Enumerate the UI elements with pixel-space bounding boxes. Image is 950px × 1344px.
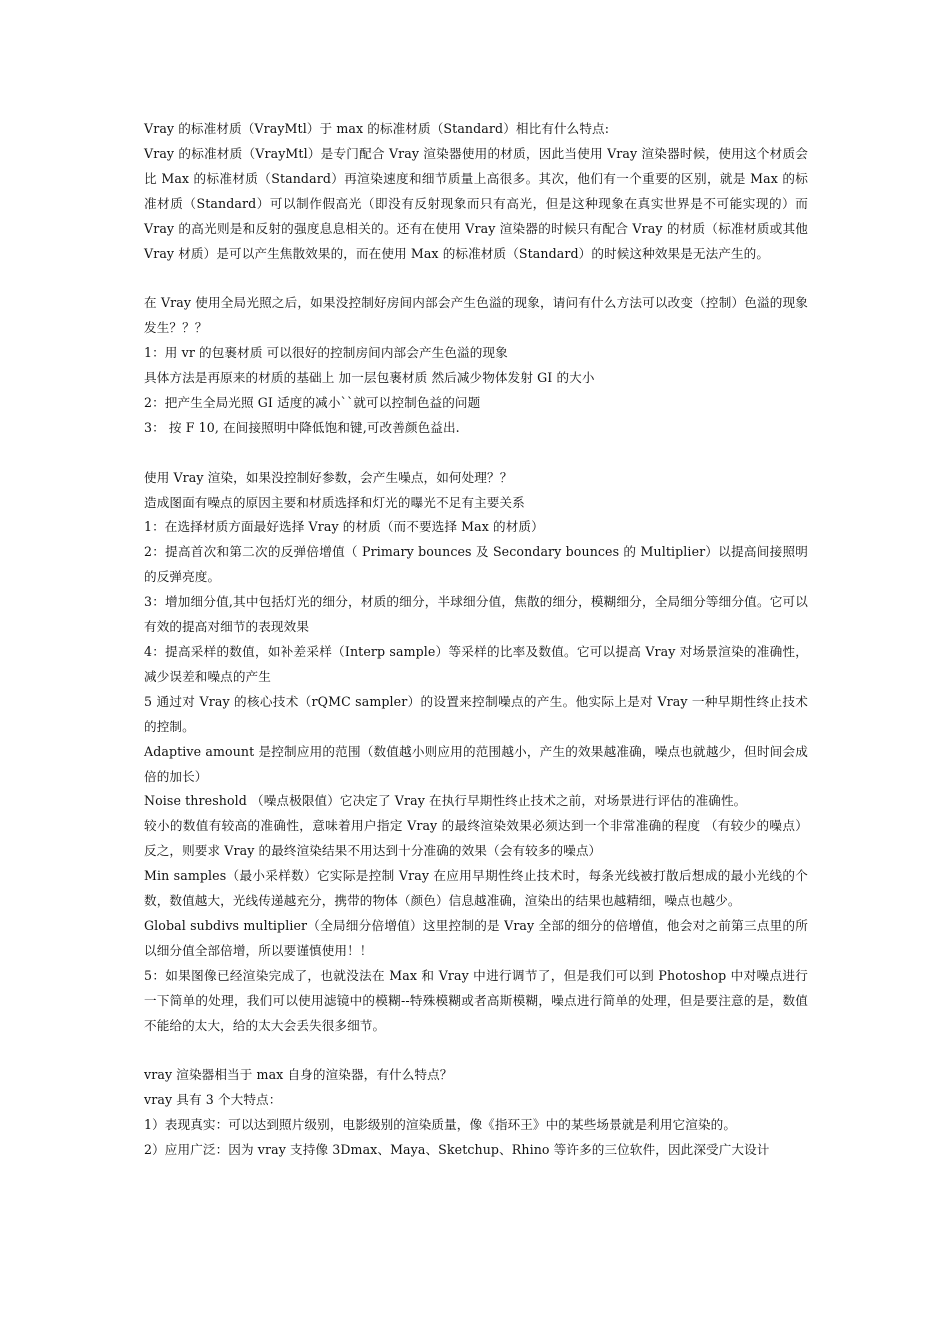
question-heading: 在 Vray 使用全局光照之后，如果没控制好房间内部会产生色溢的现象，请问有什么方法可以改变（控制）色溢的现象发生？？？ bbox=[144, 295, 808, 336]
answer-item: 4：提高采样的数值，如补差采样（Interp sample）等采样的比率及数值。它可以提高 Vray 对场景渲染的准确性，减少误差和噪点的产生 bbox=[144, 644, 808, 684]
section-spacer bbox=[144, 266, 808, 291]
answer-item: 1：用 vr 的包裹材质 可以很好的控制房间内部会产生色溢的现象 bbox=[144, 345, 508, 361]
answer-item: 3：增加细分值,其中包括灯光的细分，材质的细分，半球细分值，焦散的细分，模糊细分，全局细分等细分值。它可以有效的提高对细节的表现效果 bbox=[144, 594, 808, 635]
question-heading: Vray 的标准材质（VrayMtl）于 max 的标准材质（Standard）相比有什么特点: bbox=[144, 121, 610, 136]
answer-item: Global subdivs multiplier（全局细分倍增值）这里控制的是 Vray 全部的细分的倍增值，他会对之前第三点里的所以细分值全部倍增，所以要谨慎使用！！ bbox=[144, 917, 808, 958]
section-spacer bbox=[144, 1039, 808, 1064]
section-vraymtl-vs-standard bbox=[144, 117, 808, 266]
section-color-bleeding bbox=[144, 291, 808, 440]
answer-item: 3： 按 F 10, 在间接照明中降低饱和键,可改善颜色益出. bbox=[144, 419, 460, 435]
section-vray-features bbox=[144, 1063, 808, 1163]
answer-item: 具体方法是再原来的材质的基础上 加一层包裹材质 然后减少物体发射 GI 的大小 bbox=[144, 370, 595, 386]
answer-item: 造成图面有噪点的原因主要和材质选择和灯光的曝光不足有主要关系 bbox=[144, 494, 525, 510]
answer-item: 5：如果图像已经渲染完成了，也就没法在 Max 和 Vray 中进行调节了，但是我们可以到 Photoshop 中对噪点进行一下简单的处理，我们可以使用滤镜中的模糊--特殊模糊或者高斯模糊，噪点进行简单的处理，但是要注意的是，数值不能给的太大，给的太大会丢失很多细节。 bbox=[144, 967, 808, 1033]
answer-item: 2：提高首次和第二次的反弹倍增值（ Primary bounces 及 Secondary bounces 的 Multiplier）以提高间接照明的反弹亮度。 bbox=[144, 544, 808, 585]
answer-item: Noise threshold （噪点极限值）它决定了 Vray 在执行早期性终止技术之前，对场景进行评估的准确性。 bbox=[144, 793, 747, 809]
answer-paragraph: Vray 的标准材质（VrayMtl）是专门配合 Vray 渲染器使用的材质，因此当使用 Vray 渲染器时候，使用这个材质会比 Max 的标准材质（Standard）再渲染速度和细节质量上高很多。其次，他们有一个重要的区别，就是 Max 的标准材质（Standard）可以制作假高光（即没有反射现象而只有高光，但是这种现象在真实世界是不可能实现的）而 Vray 的高光则是和反射的强度息息相关的。还有在使用 Vray 渲染器的时候只有配合 Vray 的材质（标准材质或其他 Vray 材质）是可以产生焦散效果的，而在使用 Max 的标准材质（Standard）的时候这种效果是无法产生的。 bbox=[144, 145, 808, 261]
question-heading: vray 渲染器相当于 max 自身的渲染器，有什么特点？ bbox=[144, 1067, 453, 1083]
answer-item: 1：在选择材质方面最好选择 Vray 的材质（而不要选择 Max 的材质） bbox=[144, 519, 544, 535]
answer-item: 1）表现真实：可以达到照片级别，电影级别的渲染质量，像《指环王》中的某些场景就是利用它渲染的。 bbox=[144, 1117, 737, 1133]
section-noise bbox=[144, 466, 808, 1039]
document-body bbox=[144, 117, 808, 1163]
question-heading: 使用 Vray 渲染，如果没控制好参数，会产生噪点，如何处理？？ bbox=[144, 469, 513, 485]
answer-item: Adaptive amount 是控制应用的范围（数值越小则应用的范围越小，产生的效果越准确，噪点也就越少，但时间会成倍的加长） bbox=[144, 743, 808, 784]
answer-item: 5 通过对 Vray 的核心技术（rQMC sampler）的设置来控制噪点的产生。他实际上是对 Vray 一种早期性终止技术的控制。 bbox=[144, 693, 808, 734]
section-spacer bbox=[144, 441, 808, 466]
answer-item: 较小的数值有较高的准确性，意味着用户指定 Vray 的最终渲染效果必须达到一个非常准确的程度 （有较少的噪点）反之，则要求 Vray 的最终渲染结果不用达到十分准确的效果（会有较多的噪点） bbox=[144, 818, 808, 859]
answer-item: 2）应用广泛：因为 vray 支持像 3Dmax、Maya、Sketchup、Rhino 等许多的三位软件，因此深受广大设计 bbox=[144, 1142, 770, 1158]
answer-item: 2：把产生全局光照 GI 适度的减小``就可以控制色益的问题 bbox=[144, 394, 481, 410]
answer-item: vray 具有 3 个大特点： bbox=[144, 1092, 282, 1108]
answer-item: Min samples（最小采样数）它实际是控制 Vray 在应用早期性终止技术时，每条光线被打散后想成的最小光线的个数，数值越大，光线传递越充分，携带的物体（颜色）信息越准确，渲染出的结果也越精细，噪点也越少。 bbox=[144, 868, 808, 909]
